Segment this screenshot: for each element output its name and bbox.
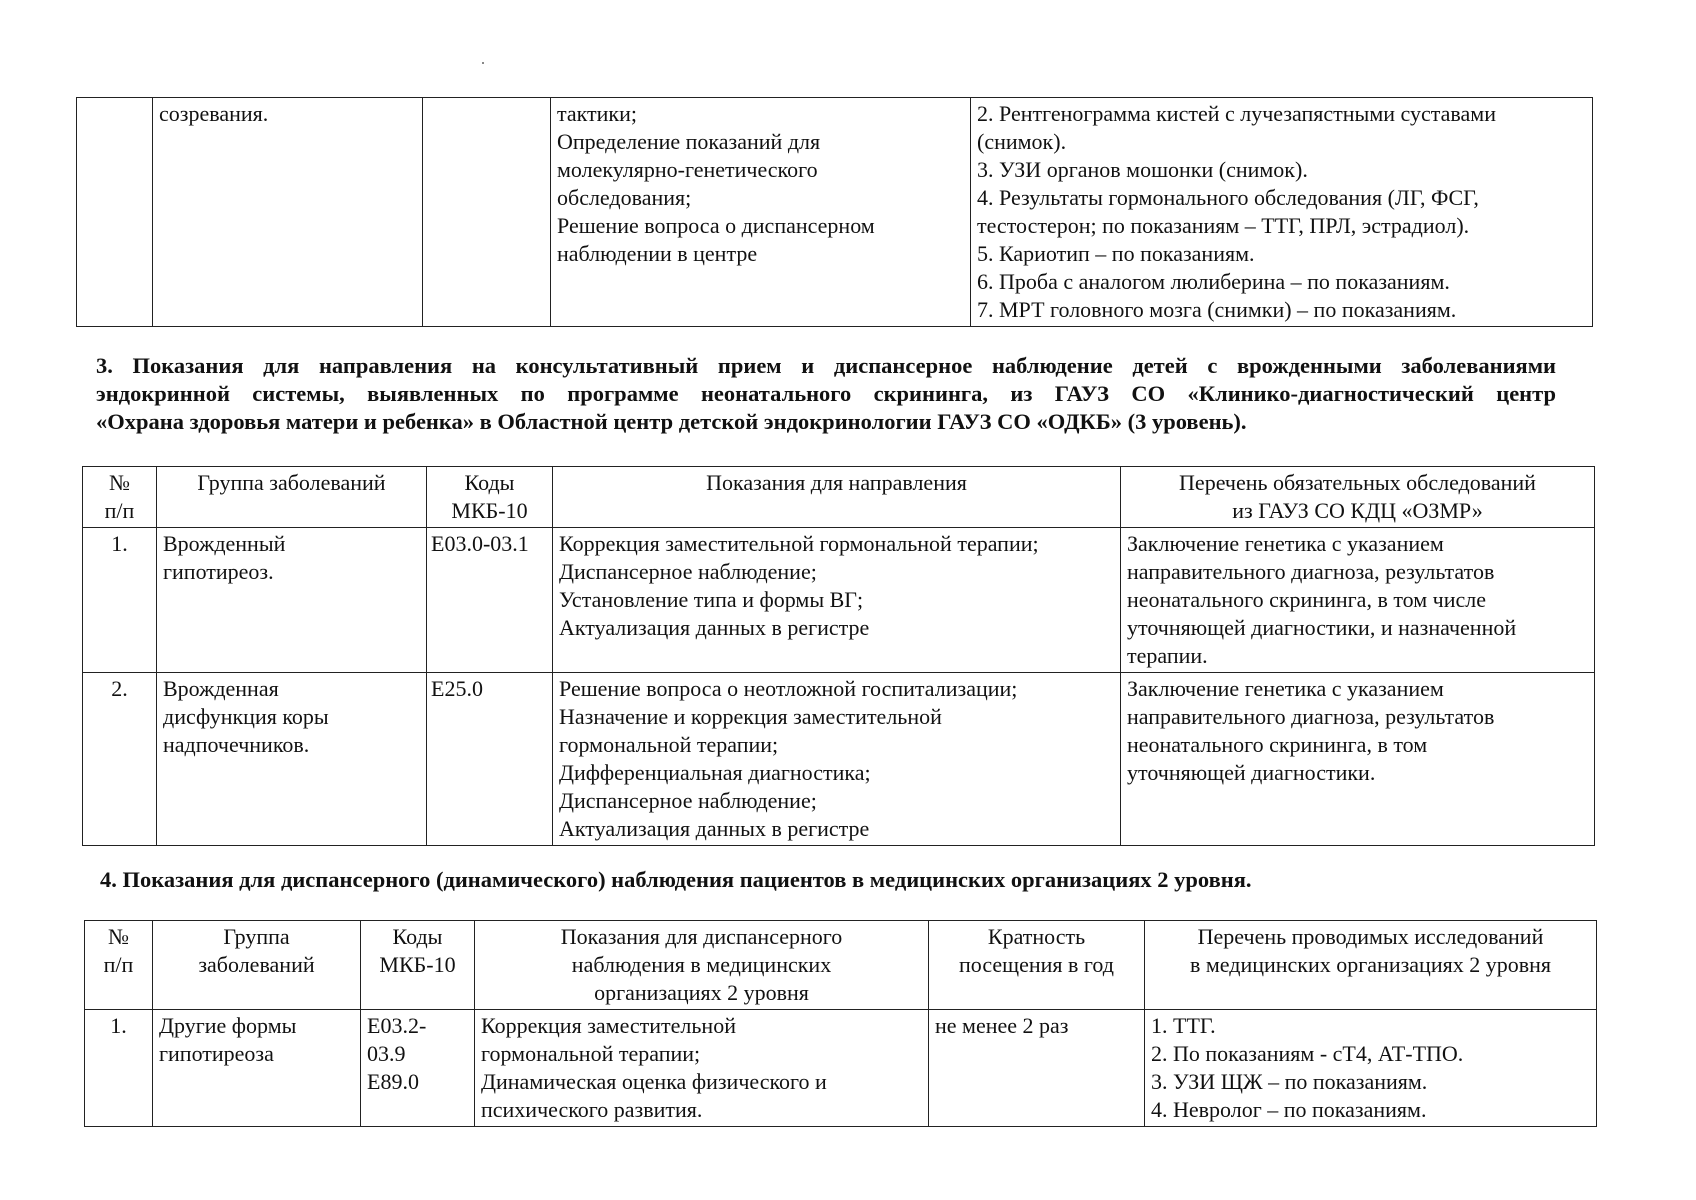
header-line: наблюдения в медицинских (571, 952, 832, 977)
heading-line: 3. Показания для направления на консультативный прием и диспансерное наблюдение детей с врожденными заболеваниями (96, 353, 1556, 378)
cell-num: 1. (85, 1010, 153, 1127)
cell-line: Дифференциальная диагностика; (559, 760, 871, 785)
header-line: п/п (103, 952, 134, 977)
header-line: в медицинских организациях 2 уровня (1189, 952, 1552, 977)
header-line: Показания для диспансерного (560, 924, 843, 949)
cell-line: Решение вопроса о неотложной госпитализации; (559, 676, 1018, 701)
cell-line: 3. УЗИ органов мошонки (снимок). (977, 157, 1308, 182)
cell-line: направительного диагноза, результатов (1127, 704, 1495, 729)
cell-num (77, 98, 153, 327)
cell-line: тестостерон; по показаниям – ТТГ, ПРЛ, эстрадиол). (977, 213, 1470, 238)
cell-exams (971, 98, 1593, 327)
cell-indications (551, 98, 971, 327)
cell-line: уточняющей диагностики, и назначенной (1127, 615, 1517, 640)
header-line: Коды (464, 470, 515, 495)
cell-line: Другие формы (159, 1013, 297, 1038)
cell-line: 2. Рентгенограмма кистей с лучезапястными суставами (977, 101, 1496, 126)
cell-line: Решение вопроса о диспансерном (557, 213, 875, 238)
header-exams (1121, 467, 1595, 528)
cell-line: тактики; (557, 101, 638, 126)
header-line: Перечень обязательных обследований (1179, 470, 1536, 495)
cell-line: 6. Проба с аналогом люлиберина – по показаниям. (977, 269, 1450, 294)
table-row (85, 1010, 1597, 1127)
cell-line: гормональной терапии; (559, 732, 779, 757)
cell-line: 3. УЗИ ЩЖ – по показаниям. (1151, 1069, 1428, 1094)
cell-line: психического развития. (481, 1097, 703, 1122)
header-frequency (929, 921, 1145, 1010)
header-group (157, 467, 427, 528)
cell-line: 2. По показаниям - сТ4, АТ-ТПО. (1151, 1041, 1464, 1066)
cell-group (157, 673, 427, 846)
cell-group (153, 1010, 361, 1127)
cell-line: Диспансерное наблюдение; (559, 559, 817, 584)
header-codes (361, 921, 475, 1010)
cell-indications (553, 528, 1121, 673)
cell-frequency: не менее 2 раз (929, 1010, 1145, 1127)
cell-line: гипотиреоза (159, 1041, 274, 1066)
table-row (83, 528, 1595, 673)
cell-indications (553, 673, 1121, 846)
cell-line: молекулярно-генетического (557, 157, 818, 182)
table-row (83, 673, 1595, 846)
header-line: заболеваний (198, 952, 315, 977)
header-line: Кратность (987, 924, 1086, 949)
cell-line: E03.2- (367, 1013, 427, 1038)
header-line: из ГАУЗ СО КДЦ «ОЗМР» (1232, 498, 1483, 523)
cell-indications (475, 1010, 929, 1127)
cell-codes (361, 1010, 475, 1127)
header-line: п/п (104, 498, 135, 523)
heading-line: «Охрана здоровья матери и ребенка» в Областной центр детской эндокринологии ГАУЗ СО «ОДКБ» (3 уровень). (96, 409, 1247, 434)
cell-line: неонатального скрининга, в том (1127, 732, 1428, 757)
continuation-table (76, 97, 1593, 327)
header-group (153, 921, 361, 1010)
cell-line: Врожденная (163, 676, 279, 701)
cell-line: Врожденный (163, 531, 286, 556)
cell-num: 1. (83, 528, 157, 673)
cell-line: Заключение генетика с указанием (1127, 676, 1444, 701)
cell-line: 03.9 (367, 1041, 406, 1066)
header-line: организациях 2 уровня (594, 980, 809, 1005)
cell-line: неонатального скрининга, в том числе (1127, 587, 1487, 612)
cell-line: Коррекция заместительной гормональной терапии; (559, 531, 1039, 556)
section-3-heading (96, 352, 1556, 436)
cell-line: 4. Результаты гормонального обследования (ЛГ, ФСГ, (977, 185, 1479, 210)
scan-speck (482, 62, 484, 64)
cell-line: 5. Кариотип – по показаниям. (977, 241, 1255, 266)
header-studies (1145, 921, 1597, 1010)
header-indications (553, 467, 1121, 528)
cell-line: уточняющей диагностики. (1127, 760, 1376, 785)
cell-line: 4. Невролог – по показаниям. (1151, 1097, 1427, 1122)
table-header-row (83, 467, 1595, 528)
header-indications (475, 921, 929, 1010)
cell-line: дисфункция коры (163, 704, 329, 729)
cell-line: 7. МРТ головного мозга (снимки) – по показаниям. (977, 297, 1457, 322)
section-4-table (84, 920, 1597, 1127)
cell-studies (1145, 1010, 1597, 1127)
cell-exams (1121, 673, 1595, 846)
section-3-table (82, 466, 1595, 846)
header-line: Перечень проводимых исследований (1197, 924, 1544, 949)
cell-exams (1121, 528, 1595, 673)
header-line: Показания для направления (706, 470, 967, 495)
cell-line: обследования; (557, 185, 692, 210)
header-num (85, 921, 153, 1010)
heading-line: 4. Показания для диспансерного (динамического) наблюдения пациентов в медицинских организациях 2 уровня. (100, 867, 1252, 892)
cell-line: направительного диагноза, результатов (1127, 559, 1495, 584)
cell-codes (423, 98, 551, 327)
header-line: Коды (392, 924, 443, 949)
cell-group (157, 528, 427, 673)
header-line: № (109, 470, 130, 495)
header-line: посещения в год (959, 952, 1114, 977)
cell-line: наблюдении в центре (557, 241, 758, 266)
header-line: МКБ-10 (379, 952, 456, 977)
cell-line: 1. ТТГ. (1151, 1013, 1216, 1038)
cell-line: Заключение генетика с указанием (1127, 531, 1444, 556)
cell-num: 2. (83, 673, 157, 846)
header-codes (427, 467, 553, 528)
section-4-heading (100, 866, 1560, 894)
cell-line: (снимок). (977, 129, 1067, 154)
cell-line: созревания. (159, 101, 269, 126)
cell-line: терапии. (1127, 643, 1208, 668)
header-line: Группа (223, 924, 290, 949)
cell-line: Установление типа и формы ВГ; (559, 587, 864, 612)
cell-group (153, 98, 423, 327)
table-header-row (85, 921, 1597, 1010)
cell-line: гормональной терапии; (481, 1041, 701, 1066)
header-line: № (108, 924, 129, 949)
header-line: Группа заболеваний (197, 470, 386, 495)
header-line: МКБ-10 (451, 498, 528, 523)
cell-line: гипотиреоз. (163, 559, 274, 584)
cell-line: Назначение и коррекция заместительной (559, 704, 942, 729)
cell-line: Динамическая оценка физического и (481, 1069, 827, 1094)
cell-line: Коррекция заместительной (481, 1013, 736, 1038)
cell-line: Актуализация данных в регистре (559, 615, 870, 640)
cell-line: E89.0 (367, 1069, 419, 1094)
cell-line: надпочечников. (163, 732, 310, 757)
cell-line: Диспансерное наблюдение; (559, 788, 817, 813)
header-num (83, 467, 157, 528)
cell-codes: E03.0-03.1 (427, 528, 553, 673)
cell-line: Определение показаний для (557, 129, 821, 154)
cell-codes: E25.0 (427, 673, 553, 846)
cell-line: Актуализация данных в регистре (559, 816, 870, 841)
heading-line: эндокринной системы, выявленных по программе неонатального скрининга, из ГАУЗ СО «Клинико-диагностический центр (96, 381, 1556, 406)
table-row (77, 98, 1593, 327)
